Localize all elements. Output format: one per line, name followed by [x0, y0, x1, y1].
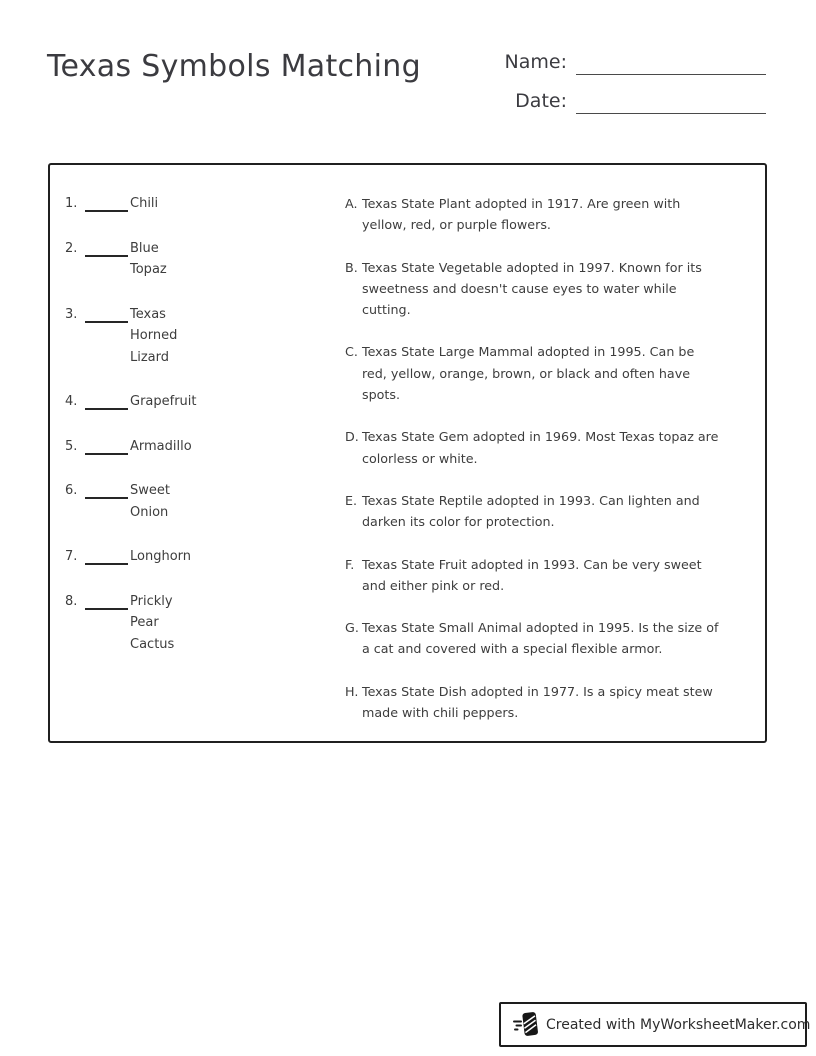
description-letter: H. [345, 683, 359, 699]
term-number: 8. [65, 593, 78, 609]
name-blank-line [576, 49, 766, 75]
footer-credit-text: Created with MyWorksheetMaker.com [546, 1016, 811, 1033]
answer-blank [85, 591, 128, 610]
term-label [130, 193, 210, 215]
term-row-6 [65, 480, 345, 523]
description-item-c [345, 341, 757, 405]
description-item-a [345, 193, 757, 236]
term-line: Topaz [130, 262, 167, 277]
term-row-2 [65, 238, 345, 281]
description-text: Texas State Plant adopted in 1917. Are green with [362, 196, 681, 211]
term-row-5 [65, 436, 345, 458]
description-text: Texas State Vegetable adopted in 1997. Known for its [362, 259, 702, 275]
term-label [130, 546, 210, 568]
term-label [130, 480, 210, 523]
term-line: Prickly [130, 593, 173, 609]
term-line: Blue [130, 240, 159, 256]
description-item-h [345, 681, 757, 724]
description-text: and either pink or red. [362, 577, 505, 593]
description-letter: D. [345, 429, 359, 445]
term-line: Pear [130, 615, 159, 630]
page-title: Texas Symbols Matching [47, 49, 421, 84]
answer-blank [85, 391, 128, 410]
answer-blank [85, 238, 128, 257]
terms-column [65, 193, 345, 678]
description-letter: B. [345, 259, 358, 275]
description-letter: C. [345, 344, 358, 360]
description-letter: E. [345, 492, 358, 508]
term-row-3 [65, 304, 345, 369]
term-line: Armadillo [130, 438, 192, 454]
description-text: made with chili peppers. [362, 705, 519, 721]
term-number: 7. [65, 549, 78, 564]
name-label: Name: [504, 51, 567, 73]
answer-blank [85, 193, 128, 212]
term-line: Texas [130, 306, 166, 322]
term-line: Longhorn [130, 549, 192, 564]
description-item-e [345, 490, 757, 533]
worksheet-maker-logo-icon [513, 1011, 538, 1038]
footer-badge [499, 1002, 811, 1047]
description-text: Texas State Small Animal adopted in 1995. Is the size of [362, 620, 719, 636]
term-number: 1. [65, 196, 78, 211]
answer-blank [85, 546, 128, 565]
description-item-d [345, 426, 757, 469]
description-item-f [345, 554, 757, 597]
description-text: red, yellow, orange, brown, or black and often have [362, 365, 691, 381]
description-text: sweetness and doesn't cause eyes to water while [362, 280, 677, 296]
description-letter: A. [345, 196, 358, 211]
term-label [130, 436, 210, 458]
description-text: Texas State Large Mammal adopted in 1995. Can be [362, 344, 695, 360]
description-text: yellow, red, or purple flowers. [362, 217, 551, 233]
term-number: 3. [65, 306, 78, 322]
term-line: Chili [130, 196, 159, 211]
description-letter: G. [345, 620, 359, 636]
term-line: Sweet [130, 483, 170, 498]
description-text: Texas State Dish adopted in 1977. Is a spicy meat stew [362, 683, 713, 699]
term-row-7 [65, 546, 345, 568]
term-line: Onion [130, 504, 169, 520]
description-text: cutting. [362, 302, 411, 318]
term-number: 4. [65, 394, 78, 409]
description-item-g [345, 617, 757, 660]
term-label [130, 304, 210, 369]
answer-blank [85, 304, 128, 323]
descriptions-column [345, 193, 765, 744]
term-line: Grapefruit [130, 394, 197, 409]
answer-blank [85, 436, 128, 455]
term-line: Horned [130, 328, 178, 343]
description-item-b [345, 257, 757, 321]
term-number: 2. [65, 240, 78, 256]
term-row-4 [65, 391, 345, 413]
matching-box [48, 163, 767, 743]
term-label [130, 238, 210, 281]
description-letter: F. [345, 556, 355, 572]
description-text: Texas State Gem adopted in 1969. Most Texas topaz are [362, 429, 719, 445]
description-text: darken its color for protection. [362, 514, 555, 530]
term-row-8 [65, 591, 345, 656]
term-label [130, 591, 210, 656]
description-text: a cat and covered with a special flexible armor. [362, 641, 663, 657]
date-blank-line [576, 88, 766, 114]
term-number: 5. [65, 438, 78, 454]
description-text: colorless or white. [362, 450, 478, 466]
term-row-1 [65, 193, 345, 215]
answer-blank [85, 480, 128, 499]
description-text: Texas State Fruit adopted in 1993. Can be very sweet [362, 556, 702, 572]
description-text: Texas State Reptile adopted in 1993. Can lighten and [362, 492, 700, 508]
name-date-block [505, 49, 766, 114]
term-number: 6. [65, 483, 78, 498]
description-text: spots. [362, 387, 401, 403]
date-label: Date: [515, 90, 567, 112]
term-line: Lizard [130, 349, 170, 365]
term-label [130, 391, 210, 413]
term-line: Cactus [130, 636, 175, 652]
